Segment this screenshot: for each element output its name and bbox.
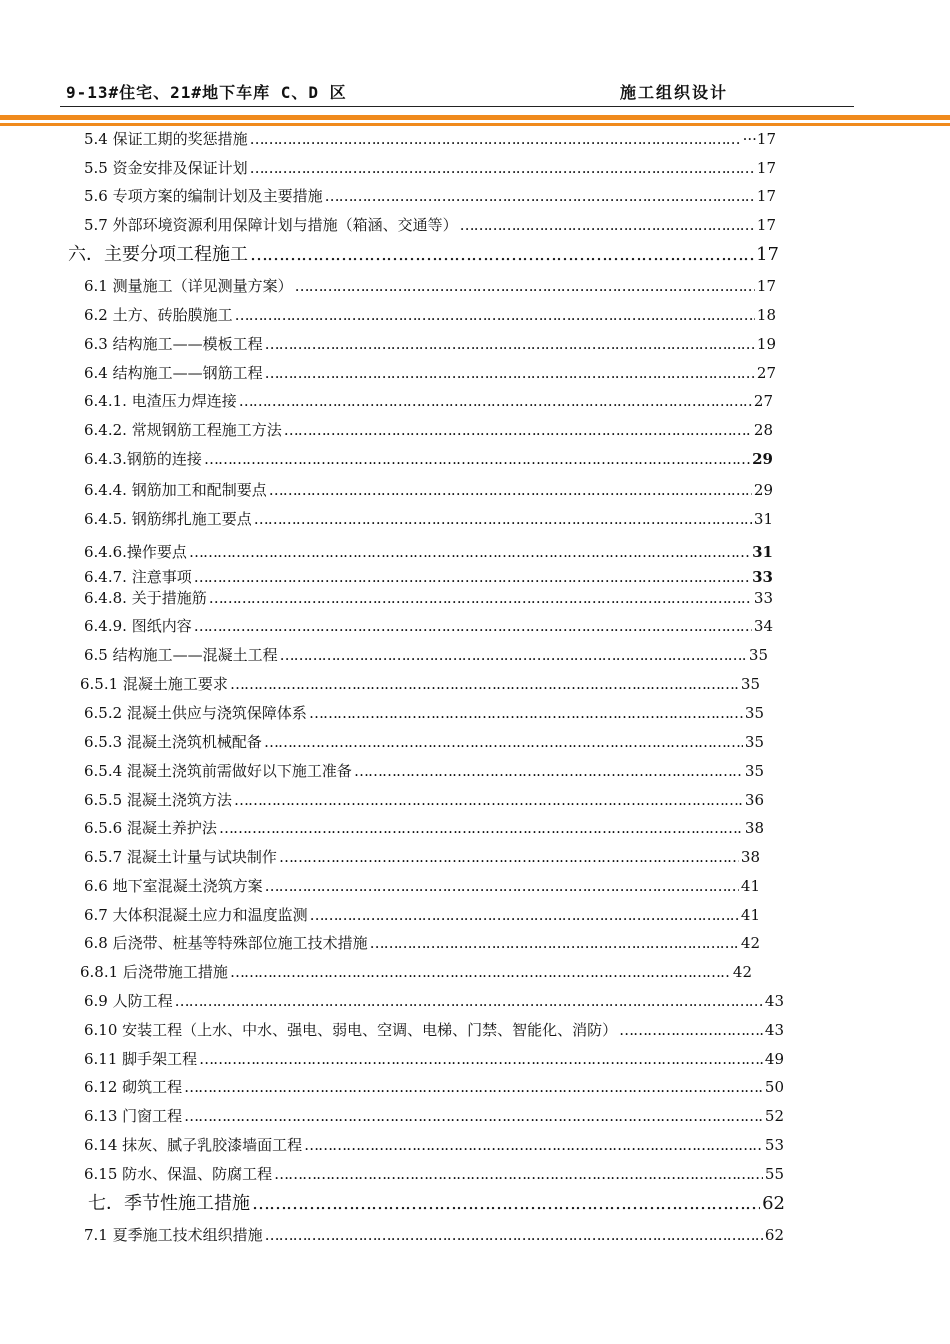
toc-entry-page: 41	[740, 877, 760, 895]
toc-entry-label: 6.14 抹灰、腻子乳胶漆墙面工程	[84, 1136, 303, 1154]
toc-entry-label: 6.12 砌筑工程	[84, 1078, 183, 1096]
toc-entry[interactable]	[84, 364, 776, 382]
toc-entry[interactable]	[84, 277, 776, 295]
toc-entry[interactable]	[84, 1050, 784, 1068]
toc-entry[interactable]	[84, 306, 776, 324]
toc-chapter[interactable]	[88, 1195, 785, 1213]
toc-leader	[235, 306, 755, 324]
toc-leader	[265, 364, 755, 382]
toc-entry-page: ···17	[742, 130, 776, 148]
toc-entry[interactable]	[84, 1226, 784, 1244]
toc-entry[interactable]	[80, 675, 760, 693]
toc-entry[interactable]	[84, 481, 773, 499]
toc-entry[interactable]	[84, 1078, 784, 1096]
toc-entry-label: 5.6 专项方案的编制计划及主要措施	[84, 187, 323, 205]
toc-leader	[250, 159, 755, 177]
toc-entry-label: 6.5 结构施工——混凝土工程	[84, 646, 278, 664]
header-doc-title: 施工组织设计	[620, 83, 729, 102]
toc-entry-page: 42	[740, 934, 760, 952]
toc-leader	[184, 1078, 763, 1096]
toc-entry-page: 49	[764, 1050, 784, 1068]
toc-entry-label: 5.5 资金安排及保证计划	[84, 159, 248, 177]
toc-entry-page: 18	[756, 306, 776, 324]
toc-entry-label: 6.8.1 后浇带施工措施	[80, 963, 228, 981]
toc-leader	[280, 646, 747, 664]
toc-entry[interactable]	[84, 617, 773, 635]
toc-leader	[234, 791, 743, 809]
toc-entry-page: 17	[756, 159, 776, 177]
toc-entry-label: 6.4.1. 电渣压力焊连接	[84, 392, 237, 410]
toc-leader	[252, 1195, 760, 1213]
toc-entry-page: 33	[753, 589, 773, 607]
toc-entry-page: 43	[764, 1021, 784, 1039]
toc-entry[interactable]	[84, 392, 773, 410]
toc-entry-page: 35	[748, 646, 768, 664]
toc-entry[interactable]	[84, 1021, 784, 1039]
toc-leader	[264, 733, 743, 751]
toc-entry-label: 6.5.2 混凝土供应与浇筑保障体系	[84, 704, 307, 722]
toc-entry[interactable]	[84, 450, 773, 468]
toc-entry-page: 53	[764, 1136, 784, 1154]
toc-leader	[250, 246, 754, 264]
toc-entry-page: 43	[764, 992, 784, 1010]
toc-entry[interactable]	[84, 733, 764, 751]
toc-entry[interactable]	[84, 791, 764, 809]
toc-entry-page: 38	[744, 819, 764, 837]
toc-entry-label: 6.4 结构施工——钢筋工程	[84, 364, 263, 382]
toc-entry-page: 35	[744, 704, 764, 722]
toc-entry[interactable]	[84, 1165, 784, 1183]
toc-entry-label: 6.5.5 混凝土浇筑方法	[84, 791, 232, 809]
toc-leader	[209, 589, 752, 607]
toc-entry-page: 31	[752, 543, 773, 561]
toc-leader	[284, 421, 752, 439]
toc-leader	[254, 510, 752, 528]
toc-chapter-label: 七．季节性施工措施	[88, 1193, 250, 1214]
toc-entry-page: 55	[764, 1165, 784, 1183]
toc-entry[interactable]	[84, 992, 784, 1010]
toc-leader	[310, 906, 739, 924]
toc-entry[interactable]	[84, 510, 773, 528]
toc-entry[interactable]	[84, 646, 768, 664]
toc-entry-page: 35	[744, 762, 764, 780]
toc-chapter-label: 六．主要分项工程施工	[68, 244, 248, 265]
toc-entry-label: 6.4.3.钢筋的连接	[84, 450, 202, 468]
toc-entry-label: 6.8 后浇带、桩基等特殊部位施工技术措施	[84, 934, 368, 952]
toc-entry[interactable]	[84, 848, 760, 866]
toc-leader	[189, 543, 750, 561]
toc-entry-label: 6.13 门窗工程	[84, 1107, 183, 1125]
toc-entry-page: 29	[752, 450, 773, 468]
toc-entry-label: 6.3 结构施工——模板工程	[84, 335, 263, 353]
toc-leader	[370, 934, 739, 952]
toc-entry-label: 6.9 人防工程	[84, 992, 173, 1010]
toc-entry-page: 33	[752, 568, 773, 586]
toc-entry[interactable]	[84, 589, 773, 607]
toc-entry[interactable]	[84, 877, 760, 895]
toc-chapter[interactable]	[68, 246, 779, 264]
header-project: 9-13#住宅、21#地下车库 C、D 区	[66, 83, 347, 102]
toc-entry-page: 27	[753, 392, 773, 410]
toc-leader	[304, 1136, 763, 1154]
toc-entry[interactable]	[84, 543, 773, 561]
toc-entry[interactable]	[84, 1136, 784, 1154]
toc-entry-label: 6.5.7 混凝土计量与试块制作	[84, 848, 277, 866]
toc-entry-page: 28	[753, 421, 773, 439]
toc-entry[interactable]	[84, 1107, 784, 1125]
toc-entry-page: 62	[764, 1226, 784, 1244]
toc-entry[interactable]	[84, 159, 776, 177]
toc-leader	[175, 992, 763, 1010]
toc-leader	[199, 1050, 763, 1068]
toc-entry-page: 41	[740, 906, 760, 924]
toc-entry-label: 6.5.3 混凝土浇筑机械配备	[84, 733, 262, 751]
toc-entry-label: 6.4.9. 图纸内容	[84, 617, 192, 635]
toc-leader	[460, 216, 755, 234]
toc-entry[interactable]	[84, 906, 760, 924]
toc-entry-page: 35	[740, 675, 760, 693]
toc-entry-label: 6.15 防水、保温、防腐工程	[84, 1165, 273, 1183]
toc-leader	[204, 450, 750, 468]
toc-entry-page: 31	[753, 510, 773, 528]
toc-entry-page: 29	[753, 481, 773, 499]
toc-entry-label: 6.6 地下室混凝土浇筑方案	[84, 877, 263, 895]
toc-entry[interactable]	[84, 762, 764, 780]
toc-leader	[325, 187, 755, 205]
toc-entry-label: 6.7 大体积混凝土应力和温度监测	[84, 906, 308, 924]
toc-entry-page: 42	[732, 963, 752, 981]
toc-leader	[265, 1226, 763, 1244]
toc-entry-label: 6.4.4. 钢筋加工和配制要点	[84, 481, 267, 499]
toc-entry-page: 19	[756, 335, 776, 353]
toc-leader	[265, 877, 739, 895]
toc-entry-page: 17	[756, 187, 776, 205]
toc-entry-page: 17	[756, 277, 776, 295]
toc-entry-label: 6.4.7. 注意事项	[84, 568, 192, 586]
toc-entry-label: 6.4.6.操作要点	[84, 543, 187, 561]
toc-leader	[239, 392, 752, 410]
toc-chapter-page: 62	[762, 1193, 785, 1214]
toc-entry-page: 34	[753, 617, 773, 635]
toc-leader	[309, 704, 743, 722]
toc-entry-label: 6.1 测量施工（详见测量方案）	[84, 277, 293, 295]
toc-entry-label: 6.5.1 混凝土施工要求	[80, 675, 228, 693]
toc-entry[interactable]	[84, 335, 776, 353]
toc-leader	[184, 1107, 763, 1125]
toc-leader	[274, 1165, 763, 1183]
toc-leader	[265, 335, 755, 353]
toc-entry-label: 6.4.5. 钢筋绑扎施工要点	[84, 510, 252, 528]
toc-leader	[295, 277, 755, 295]
toc-leader	[219, 819, 743, 837]
toc-leader	[269, 481, 752, 499]
toc-entry-page: 36	[744, 791, 764, 809]
toc-entry[interactable]	[84, 130, 776, 148]
toc-entry-page: 52	[764, 1107, 784, 1125]
toc-leader	[279, 848, 739, 866]
toc-entry-page: 17	[756, 216, 776, 234]
toc-chapter-page: 17	[756, 244, 779, 265]
toc-entry-label: 6.4.8. 关于措施筋	[84, 589, 207, 607]
toc-leader	[250, 130, 741, 148]
toc-entry-label: 5.7 外部环境资源利用保障计划与措施（箱涵、交通等）	[84, 216, 458, 234]
toc-leader	[619, 1021, 763, 1039]
toc-entry-label: 6.4.2. 常规钢筋工程施工方法	[84, 421, 282, 439]
toc-entry[interactable]	[84, 568, 773, 586]
toc-leader	[230, 963, 731, 981]
toc-entry-page: 27	[756, 364, 776, 382]
toc-entry[interactable]	[84, 216, 776, 234]
toc-entry-page: 38	[740, 848, 760, 866]
toc-entry-label: 7.1 夏季施工技术组织措施	[84, 1226, 263, 1244]
toc-entry-label: 6.2 土方、砖胎膜施工	[84, 306, 233, 324]
toc-entry[interactable]	[80, 963, 752, 981]
toc-entry-label: 6.5.4 混凝土浇筑前需做好以下施工准备	[84, 762, 352, 780]
toc-leader	[354, 762, 743, 780]
toc-entry-label: 6.5.6 混凝土养护法	[84, 819, 217, 837]
toc-leader	[230, 675, 739, 693]
toc-entry[interactable]	[84, 704, 764, 722]
toc-entry[interactable]	[84, 421, 773, 439]
toc-leader	[194, 617, 752, 635]
toc-entry-label: 6.10 安装工程（上水、中水、强电、弱电、空调、电梯、门禁、智能化、消防）	[84, 1021, 618, 1039]
toc-entry-label: 6.11 脚手架工程	[84, 1050, 198, 1068]
toc-entry-page: 50	[764, 1078, 784, 1096]
toc-leader	[194, 568, 750, 586]
toc-entry[interactable]	[84, 819, 764, 837]
toc-entry[interactable]	[84, 187, 776, 205]
toc-entry[interactable]	[84, 934, 760, 952]
toc-entry-page: 35	[744, 733, 764, 751]
toc-entry-label: 5.4 保证工期的奖惩措施	[84, 130, 248, 148]
